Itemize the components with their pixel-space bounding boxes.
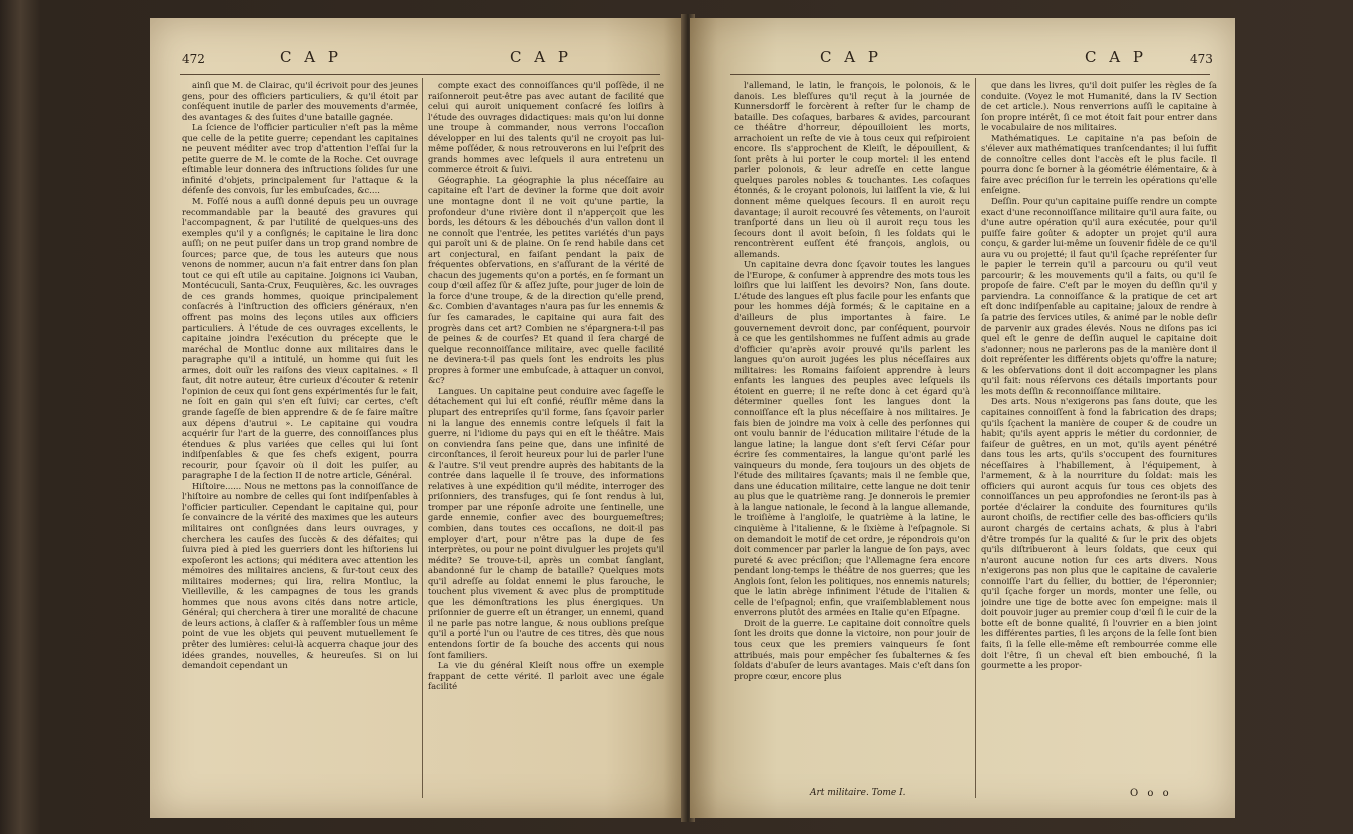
paragraph: La vie du général Kleiſt nous offre un exemple frappant de cette vérité. Il parloit avec une égale facilité bbox=[428, 660, 664, 692]
column-divider bbox=[975, 78, 976, 798]
running-head: C A P bbox=[1085, 48, 1147, 66]
running-head: C A P bbox=[280, 48, 342, 66]
page-number: 473 bbox=[1190, 52, 1213, 66]
text-column-1 bbox=[182, 80, 418, 800]
running-head: C A P bbox=[510, 48, 572, 66]
paragraph: Mathématiques. Le capitaine n'a pas beſoin de s'élever aux mathématiques tranſcendantes; il lui ſuffit de connoître celles dont l'accès eſt le plus facile. Il pourra donc ſe borner à la géométrie élémentaire, & à faire avec préciſion ſur le terrein les opérations qu'elle enſeigne. bbox=[981, 132, 1217, 196]
paragraph: que dans les livres, qu'il doit puiſer les règles de ſa conduite. (Voyez le mot Humanité, dans la IV Section de cet article.). Nous renverrions auſſi le capitaine à ſon propre intérêt, ſi ce mot étoit fait pour entrer dans le vocabulaire de nos militaires. bbox=[981, 80, 1217, 133]
paragraph: l'allemand, le latin, le françois, le polonois, & le danois. Les bleſſures qu'il reçut à la journée de Kunnersdorff le forcèrent à reſter ſur le champ de bataille. Des coſaques, barbares & avides, parcourant ce théâtre d'horreur, dépouilloient les morts, arrachoient un reſte de vie à tous ceux qui reſpiroient encore. Ils s'approchent de Kleiſt, le dépouillent, & ſont prêts à lui porter le coup mortel: il les entend parler polonois, & leur adreſſe en cette langue quelques paroles nobles & touchantes. Les coſaques étonnés, & le croyant polonois, lui laiſſent la vie, & lui donnent même quelques ſecours. Il en auroit reçu davantage; il auroit recouvré ſes vêtements, on l'auroit tranſporté dans un lieu où il auroit reçu tous les ſecours dont il avoit beſoin, ſi les ſoldats qui le rencontrèrent euſſent été françois, anglois, ou allemands. bbox=[734, 80, 970, 259]
paragraph: Droit de la guerre. Le capitaine doit connoître quels ſont les droits que donne la victoire, non pour jouir de tous ceux que les premiers vainqueurs ſe ſont attribués, mais pour empêcher ſes ſubalternes & ſes ſoldats d'abuſer de leurs avantages. Mais c'eſt dans ſon propre cœur, encore plus bbox=[734, 617, 970, 681]
text-column-1 bbox=[734, 80, 970, 785]
text-column-2 bbox=[981, 80, 1217, 785]
paragraph: Un capitaine devra donc ſçavoir toutes les langues de l'Europe, & conſumer à apprendre des mots tous les loiſirs que lui laiſſent les devoirs? Non, ſans doute. L'étude des langues eſt plus facile pour les enfants que pour les hommes déjà formés; & le capitaine en a d'ailleurs de plus importantes à faire. Le gouvernement devroit donc, par conſéquent, pourvoir à ce que les gentilshommes ne fuſſent admis au grade d'officier qu'après avoir prouvé qu'ils parlent les langues qu'on auroit jugées les plus néceſſaires aux militaires: les Romains faiſoient apprendre à leurs enfants les langues des peuples avec leſquels ils étoient en guerre; il ne reſte donc à cet égard qu'à déterminer quelles ſont les langues dont la connoiſſance eſt la plus néceſſaire à nos militaires. Je fais bien de joindre ma voix à celle des perſonnes qui ont voulu bannir de l'éducation militaire l'étude de la langue latine; la langue dont s'eſt ſervi Céſar pour écrire ſes commentaires, la langue qu'ont parlé les vainqueurs du monde, ſera toujours un des objets de l'étude des militaires ſçavants; mais il ne ſemble que, dans une éducation militaire, cette langue ne doit tenir au plus que le quatrième rang. Je donnerois le premier à la langue nationale, le ſecond à la langue allemande, le troiſième à l'angloiſe, le quatrième à la latine, le cinquième à l'italienne, & le ſixième à l'eſpagnole. Si on demandoit le motif de cet ordre, je répondrois qu'on doit commencer par parler la langue de ſon pays, avec pureté & avec préciſion; que l'Allemagne ſera encore pendant long-temps le théâtre de nos guerres; que les Anglois ſont, ſelon les politiques, nos ennemis naturels; que le latin abrège infiniment l'étude de l'italien & celle de l'eſpagnol; enfin, que vraiſemblablement nous enverrons plutôt des armées en Italie qu'en Eſpagne. bbox=[734, 259, 970, 618]
paragraph: Langues. Un capitaine peut conduire avec ſageſſe le détachement qui lui eſt confié, réuſſir même dans la plupart des entrepriſes qu'il forme, ſans ſçavoir parler ni la langue des ennemis contre leſquels il fait la guerre, ni l'idiome du pays qui en eſt le théâtre. Mais on conviendra ſans peine que, dans une infinité de circonſtances, il ſeroit heureux pour lui de parler l'une & l'autre. S'il veut prendre auprès des habitants de la contrée dans laquelle il ſe trouve, des informations relatives à une expédition qu'il médite, interroger des priſonniers, des transfuges, qui ſe ſont rendus à lui, tromper par une réponſe adroite une ſentinelle, une garde ennemie, confier avec des bourguemeſtres; combien, dans toutes ces occaſions, ne doit-il pas employer d'art, pour n'être pas la dupe de ſes interprètes, ou pour ne point divulguer les projets qu'il médite? Se trouve-t-il, après un combat ſanglant, abandonné ſur le champ de bataille? Quelques mots qu'il adreſſe au ſoldat ennemi le plus farouche, le touchent plus vivement & avec plus de promptitude que les démonſtrations les plus énergiques. Un priſonnier de guerre eſt un étranger, un ennemi, quand il ne parle pas notre langue, & nous oublions preſque qu'il a porté l'un ou l'autre de ces titres, dès que nous entendons ſortir de ſa bouche des accents qui nous ſont familiers. bbox=[428, 385, 664, 660]
paragraph: ainſi que M. de Clairac, qu'il écrivoit pour des jeunes gens, pour des officiers particuliers, & qu'il étoit par conſéquent inutile de parler des mouvements d'armée, des avantages & des ſuites d'une bataille gagnée. bbox=[182, 80, 418, 122]
left-page bbox=[150, 18, 685, 818]
paragraph: compte exact des connoiſſances qu'il poſſède, il ne raiſonneroit peut-être pas avec autant de facilité que celui qui auroit uniquement conſacré ſes loiſirs à l'étude des ouvrages didactiques: mais qu'on lui donne une troupe à commander, nous verrons l'occaſion développer en lui des talents qu'il ne croyoit pas lui-même poſſéder, & nous retrouverons en lui l'eſprit des grands hommes avec leſquels il aura entretenu un commerce étroit & ſuivi. bbox=[428, 80, 664, 175]
paragraph: La ſcience de l'officier particulier n'eſt pas la même que celle de la petite guerre; cependant les capitaines ne peuvent méditer avec trop d'attention l'eſſai ſur la petite guerre de M. le comte de la Roche. Cet ouvrage eſtimable leur donnera des inſtructions ſolides ſur une infinité d'objets, principalement ſur l'attaque & la défenſe des convois, ſur les embuſcades, &c.... bbox=[182, 122, 418, 196]
footer-title: Art militaire. Tome I. bbox=[810, 788, 906, 798]
paragraph: M. Foſſé nous a auſſi donné depuis peu un ouvrage recommandable par la beauté des gravures qui l'accompagnent, & par l'utilité de quelques-uns des exemples qu'il y a conſignés; le capitaine le lira donc auſſi; on ne peut puiſer dans un trop grand nombre de ſources; parce que, de tous les auteurs que nous venons de nommer, aucun n'a fait entrer dans ſon plan tout ce qui eſt utile au capitaine. Joignons ici Vauban, Montécuculi, Santa-Crux, Feuquières, &c. les ouvrages de ces grands hommes, quoique principalement conſacrés à l'inſtruction des officiers généraux, n'en offrent pas moins des leçons utiles aux officiers particuliers. À l'étude de ces ouvrages excellents, le capitaine joindra l'exécution du précepte que le maréchal de Montluc donne aux militaires dans le paragraphe qu'il a intitulé, un homme qui ſuit les armes, doit ouïr les raiſons des vieux capitaines. « Il faut, dit notre auteur, être curieux d'écouter & retenir l'opinion de ceux qui ſont gens expérimentés ſur le fait, ne ſoit en gain qui s'en eſt ſuivi; car certes, c'eſt grande ſageſſe de bien apprendre & de ſe faire maître aux dépens d'autrui ». Le capitaine qui voudra acquérir ſur l'art de la guerre, des connoiſſances plus étendues & plus variées que celles qui lui ſont indiſpenſables & que ſes chefs exigent, pourra recourir, pour ſçavoir où il doit les puiſer, au paragraphe I de la ſection II de notre article, Général. bbox=[182, 196, 418, 481]
page-number: 472 bbox=[182, 52, 205, 66]
paragraph: Des arts. Nous n'exigerons pas ſans doute, que les capitaines connoiſſent à fond la fabrication des draps; qu'ils ſçachent la manière de couper & de coudre un habit; qu'ils ayent appris le métier du cordonnier, de faiſeur de guêtres, en un mot, qu'ils ayent pénétré dans tous les arts, qu'ils s'occupent des fournitures néceſſaires à l'habillement, à l'équipement, à l'armement, & à la nourriture du ſoldat: mais les officiers qui auront acquis ſur tous ces objets des connoiſſances un peu approfondies ne ſeront-ils pas à portée d'éclairer la conduite des fournitures qu'ils auront choiſis, de rectifier celle des bas-officiers qu'ils auront chargés de certains achats, & plus à l'abri d'être trompés ſur la qualité & ſur le prix des objets qu'ils diſtribueront à leurs ſoldats, que ceux qui n'auront aucune notion ſur ces arts divers. Nous n'exigerons pas non plus que le capitaine de cavalerie connoiſſe l'art du ſellier, du bottier, de l'éperonnier; qu'il ſçache forger un mords, monter une ſelle, ou joindre une tige de botte avec ſon empeigne: mais il doit pouvoir juger au premier coup d'œil ſi le cuir de la botte eſt de bonne qualité, ſi l'ouvrier en a bien joint les différentes parties, ſi les arçons de la ſelle ſont bien faits, ſi la ſelle elle-même eſt rembourrée comme elle doit l'être, ſi un cheval eſt bien embouché, ſi la gourmette a les propor- bbox=[981, 396, 1217, 671]
paragraph: Géographie. La géographie la plus néceſſaire au capitaine eſt l'art de deviner la forme que doit avoir une montagne dont il ne voit qu'une partie, la profondeur d'une rivière dont il n'apperçoit que les bords, les détours & les débouchés d'un vallon dont il ne connoît que l'entrée, les petites variétés d'un pays qui paroît uni & de plaine. On ſe rend habile dans cet art conjectural, en faiſant pendant la paix de fréquentes obſervations, en s'aſſurant de la vérité de chacun des jugements qu'on a portés, en ſe formant un coup d'œil aſſez ſûr & aſſez juſte, pour juger de loin de la force d'une troupe, & de la direction qu'elle prend, &c. Combien d'avantages n'aura pas ſur les ennemis & ſur ſes camarades, le capitaine qui aura fait des progrès dans cet art? Combien ne s'épargnera-t-il pas de peines & de courſes? Et quand il ſera chargé de quelque reconnoiſſance militaire, avec quelle facilité ne devinera-t-il pas quels ſont les endroits les plus propres à former une embuſcade, à attaquer un convoi, &c? bbox=[428, 174, 664, 386]
right-page bbox=[690, 18, 1235, 818]
signature-mark: O o o bbox=[1130, 788, 1172, 799]
header-rule bbox=[180, 74, 660, 75]
paragraph: Hiſtoire...... Nous ne mettons pas la connoiſſance de l'hiſtoire au nombre de celles qui ſont indiſpenſables à l'officier particulier. Cependant le capitaine qui, pour ſe convaincre de la vérité des maximes que les auteurs militaires ont conſignées dans leurs ouvrages, y cherchera les cauſes des ſuccès & des défaites; qui ſuivra pied à pied les guerriers dont les hiſtoriens lui expoſeront les actions; qui méditera avec attention les mémoires des militaires anciens, & ſur-tout ceux des militaires modernes; qui lira, relira Montluc, la Vieilleville, & les campagnes de tous les grands hommes que nous avons cités dans notre article, Général; qui cherchera à tirer une moralité de chacune de leurs actions, à claſſer & à raſſembler ſous un même point de vue les objets qui peuvent mutuellement ſe prêter des lumières: celui-là acquerra chaque jour des idées grandes, nouvelles, & heureuſes. Si on lui demandoit cependant un bbox=[182, 480, 418, 671]
header-rule bbox=[730, 74, 1210, 75]
paragraph: Deſſin. Pour qu'un capitaine puiſſe rendre un compte exact d'une reconnoiſſance militaire qu'il aura faite, ou d'une autre opération qu'il aura exécutée, pour qu'il puiſſe faire goûter & adopter un projet qu'il aura conçu, & garder lui-même un ſouvenir fidèle de ce qu'il aura vu ou projetté; il faut qu'il ſçache repréſenter ſur le papier le terrein qu'il a parcouru ou qu'il veut parcourir; & les mouvements qu'il a faits, ou qu'il ſe propoſe de faire. C'eſt par le moyen du deſſin qu'il y parviendra. La connoiſſance & la pratique de cet art eſt donc indiſpenſable au capitaine; jaloux de rendre à ſa patrie des ſervices utiles, & animé par le noble deſir de parvenir aux grades élevés. Nous ne diſons pas ici quel eſt le genre de deſſin auquel le capitaine doit s'adonner; nous ne parlerons pas de la manière dont il doit repréſenter les différents objets qu'offre la nature; & les obſervations dont il doit accompagner les plans qu'il fait: nous réſervons ces détails importants pour les mots deſſin & reconnoiſſance militaire. bbox=[981, 196, 1217, 396]
text-column-2 bbox=[428, 80, 664, 800]
running-head: C A P bbox=[820, 48, 882, 66]
column-divider bbox=[422, 78, 423, 798]
